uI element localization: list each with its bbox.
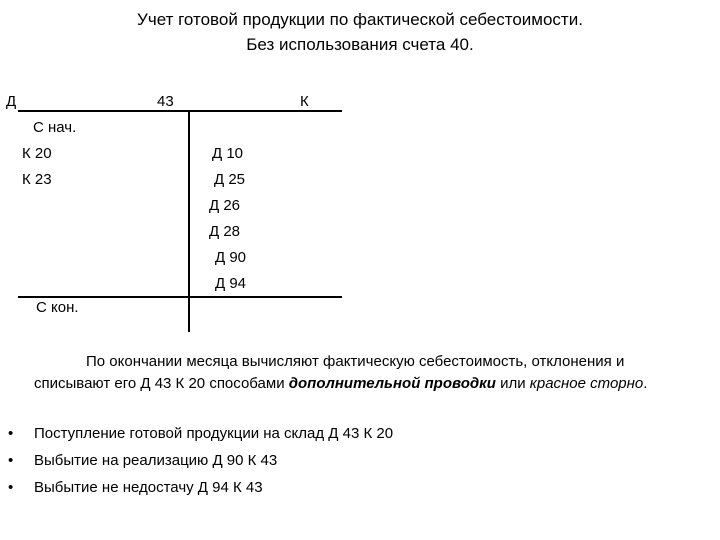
debit-entry: К 20 bbox=[22, 145, 52, 162]
paragraph-emphasis-italic: красное сторно bbox=[529, 375, 644, 392]
list-item-text: Выбытие не недостачу Д 94 К 43 bbox=[34, 479, 263, 496]
t-account-top-line bbox=[18, 110, 342, 112]
credit-entry: Д 26 bbox=[209, 197, 241, 214]
paragraph-emphasis-bold: дополнительной проводки bbox=[288, 375, 496, 392]
list-item bbox=[8, 474, 393, 501]
closing-balance-label: С кон. bbox=[36, 299, 79, 316]
page-title-line-2: Без использования счета 40. bbox=[246, 35, 474, 54]
list-item bbox=[8, 420, 393, 447]
paragraph-line-2 bbox=[34, 372, 647, 396]
debit-label: Д bbox=[6, 93, 17, 110]
account-number: 43 bbox=[157, 93, 174, 110]
bullet-list bbox=[8, 420, 393, 501]
paragraph-line-1: По окончании месяца вычисляют фактическую себестоимость, отклонения и bbox=[86, 353, 625, 370]
bullet-icon: • bbox=[8, 425, 14, 442]
credit-entry: Д 25 bbox=[214, 171, 246, 188]
page-title-line-1: Учет готовой продукции по фактической себестоимости. bbox=[137, 10, 583, 29]
debit-entry-opening: С нач. bbox=[33, 119, 77, 136]
bullet-icon: • bbox=[8, 479, 14, 496]
list-item-text: Поступление готовой продукции на склад Д 43 К 20 bbox=[34, 425, 394, 442]
credit-entry: Д 90 bbox=[215, 249, 247, 266]
list-item bbox=[8, 447, 393, 474]
debit-entry: К 23 bbox=[22, 171, 52, 188]
paragraph-text: или bbox=[495, 375, 530, 392]
paragraph-text: списывают его Д 43 К 20 способами bbox=[34, 375, 289, 392]
credit-entry: Д 28 bbox=[209, 223, 241, 240]
bullet-icon: • bbox=[8, 452, 14, 469]
credit-label: К bbox=[300, 93, 309, 110]
credit-entry: Д 94 bbox=[215, 275, 247, 292]
list-item-text: Выбытие на реализацию Д 90 К 43 bbox=[34, 452, 278, 469]
credit-entry: Д 10 bbox=[212, 145, 244, 162]
paragraph-text: . bbox=[643, 375, 648, 392]
t-account-vertical-line bbox=[188, 110, 190, 332]
